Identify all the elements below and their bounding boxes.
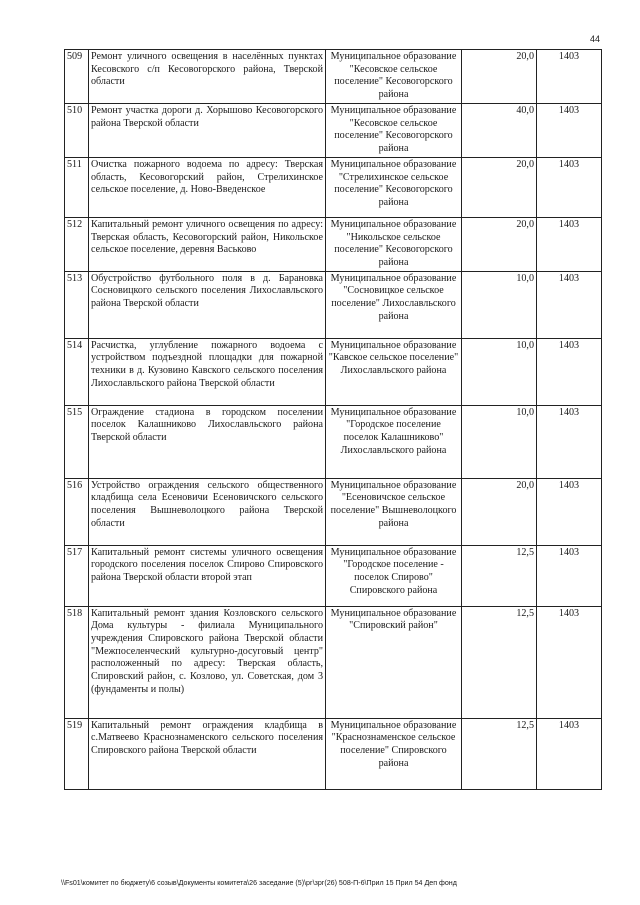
amount: 10,0: [462, 405, 537, 478]
project-name: Капитальный ремонт уличного освещения по адресу: Тверская область, Кесовогорский район, Никольское сельское поселение, деревня Васьково: [89, 217, 326, 271]
row-number: 510: [65, 104, 89, 158]
amount: 12,5: [462, 545, 537, 606]
recipient: Муниципальное образование "Кесовское сельское поселение" Кесовогорского района: [326, 50, 462, 104]
recipient: Муниципальное образование "Кавское сельское поселение" Лихославльского района: [326, 338, 462, 405]
recipient: Муниципальное образование "Кесовское сельское поселение" Кесовогорского района: [326, 104, 462, 158]
amount: 10,0: [462, 338, 537, 405]
row-number: 517: [65, 545, 89, 606]
page-number: 44: [589, 34, 600, 44]
row-number: 515: [65, 405, 89, 478]
amount: 10,0: [462, 271, 537, 338]
table-row: [65, 217, 602, 271]
table-row: [65, 338, 602, 405]
footer-file-path: \\Fs01\комитет по бюджету\6 созыв\Документы комитета\26 заседание (5)\рг\зрг(26) 508-П-6\Прил 15 Прил 54 Деп фонд: [61, 879, 457, 887]
recipient: Муниципальное образование "Стрелихинское сельское поселение" Кесовогорского района: [326, 157, 462, 217]
recipient: Муниципальное образование "Спировский район": [326, 606, 462, 718]
project-name: Обустройство футбольного поля в д. Барановка Сосновицкого сельского поселения Лихославльского района Тверской области: [89, 271, 326, 338]
project-name: Устройство ограждения сельского общественного кладбища села Есеновичи Есеновичского сельского поселения Вышневолоцкого района Тверской области: [89, 478, 326, 545]
project-name: Капитальный ремонт системы уличного освещения городского поселения поселок Спирово Спировского района Тверской области второй этап: [89, 545, 326, 606]
amount: 12,5: [462, 718, 537, 789]
table-row: [65, 50, 602, 104]
row-number: 509: [65, 50, 89, 104]
table-row: [65, 104, 602, 158]
amount: 40,0: [462, 104, 537, 158]
project-name: Капитальный ремонт ограждения кладбища в с.Матвеево Краснознаменского сельского поселения Спировского района Тверской области: [89, 718, 326, 789]
project-name: Расчистка, углубление пожарного водоема с устройством подъездной площадки для пожарной техники в д. Кузовино Кавского сельского поселения Лихославльского района Тверской области: [89, 338, 326, 405]
amount: 20,0: [462, 50, 537, 104]
recipient: Муниципальное образование "Краснознаменское сельское поселение" Спировского района: [326, 718, 462, 789]
budget-code: 1403: [537, 217, 602, 271]
table-row: [65, 271, 602, 338]
budget-code: 1403: [537, 338, 602, 405]
amount: 20,0: [462, 217, 537, 271]
recipient: Муниципальное образование "Никольское сельское поселение" Кесовогорского района: [326, 217, 462, 271]
row-number: 514: [65, 338, 89, 405]
table-row: [65, 545, 602, 606]
amount: 20,0: [462, 157, 537, 217]
budget-code: 1403: [537, 104, 602, 158]
row-number: 519: [65, 718, 89, 789]
recipient: Муниципальное образование "Городское поселение поселок Калашниково" Лихославльского района: [326, 405, 462, 478]
budget-code: 1403: [537, 271, 602, 338]
recipient: Муниципальное образование "Городское поселение - поселок Спирово" Спировского района: [326, 545, 462, 606]
project-name: Ремонт участка дороги д. Хорышово Кесовогорского района Тверской области: [89, 104, 326, 158]
row-number: 518: [65, 606, 89, 718]
table-row: [65, 606, 602, 718]
budget-table: [64, 49, 602, 790]
amount: 12,5: [462, 606, 537, 718]
table-row: [65, 157, 602, 217]
amount: 20,0: [462, 478, 537, 545]
project-name: Капитальный ремонт здания Козловского сельского Дома культуры - филиала Муниципального учреждения Спировского района Тверской области "Межпоселенческий культурно-досуговый центр" расположенный по адресу: Тверская область, Спировский район, с. Козлово, ул. Советская, дом 3 (фундаменты и полы): [89, 606, 326, 718]
budget-code: 1403: [537, 718, 602, 789]
budget-code: 1403: [537, 157, 602, 217]
row-number: 511: [65, 157, 89, 217]
budget-code: 1403: [537, 545, 602, 606]
row-number: 512: [65, 217, 89, 271]
table-row: [65, 718, 602, 789]
budget-code: 1403: [537, 478, 602, 545]
recipient: Муниципальное образование "Сосновицкое сельское поселение" Лихославльского района: [326, 271, 462, 338]
recipient: Муниципальное образование "Есеновичское сельское поселение" Вышневолоцкого района: [326, 478, 462, 545]
table-row: [65, 478, 602, 545]
budget-code: 1403: [537, 50, 602, 104]
table-row: [65, 405, 602, 478]
project-name: Ремонт уличного освещения в населённых пунктах Кесовского с/п Кесовогорского района, Тверской области: [89, 50, 326, 104]
row-number: 516: [65, 478, 89, 545]
budget-code: 1403: [537, 405, 602, 478]
budget-code: 1403: [537, 606, 602, 718]
row-number: 513: [65, 271, 89, 338]
project-name: Ограждение стадиона в городском поселении поселок Калашниково Лихославльского района Тверской области: [89, 405, 326, 478]
project-name: Очистка пожарного водоема по адресу: Тверская область, Кесовогорский район, Стрелихинское сельское поселение, д. Ново-Введенское: [89, 157, 326, 217]
